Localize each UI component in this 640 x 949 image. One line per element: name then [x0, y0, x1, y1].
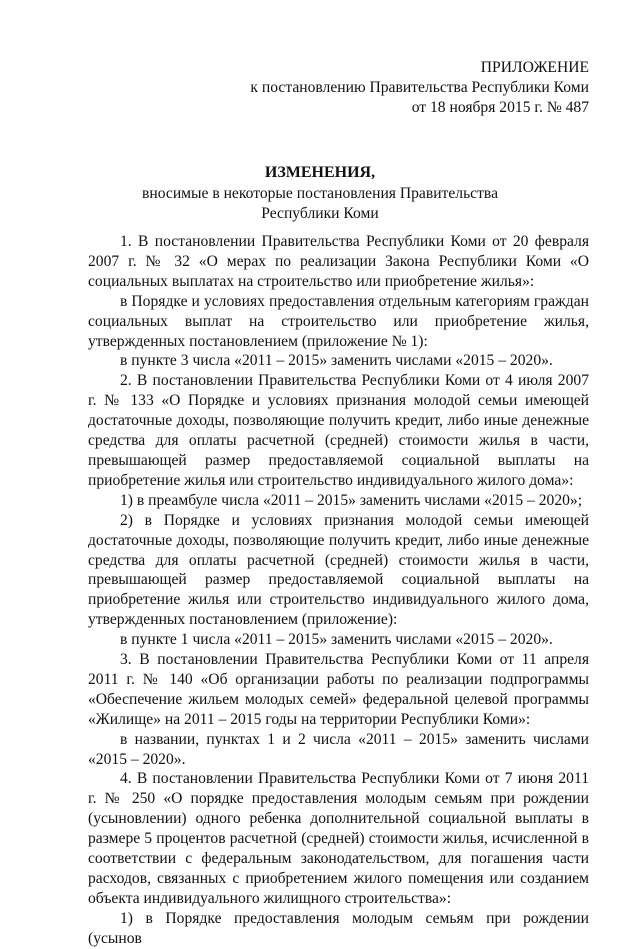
title-subtitle-line2: Республики Коми	[261, 205, 379, 222]
appendix-label: ПРИЛОЖЕНИЕ	[480, 59, 589, 76]
paragraph: 3. В постановлении Правительства Республики Коми от 11 апреля 2011 г. № 140 «Об организации работы по реализации подпрограммы «Обеспечение жильем молодых семей» федеральной целевой программы «Жилище» на 2011 – 2015 годы на территории Республики Коми»:	[88, 651, 589, 728]
document-title	[0, 163, 640, 224]
paragraph: 4. В постановлении Правительства Республики Коми от 7 июня 2011 г. № 250 «О порядке предоставления молодым семьям при рождении (усыновлении) одного ребенка дополнительной социальной выплаты в размере 5 процентов расчетной (средней) стоимости жилья, исчисленной в соответствии с федеральным законодательством, для погашения части расходов, связанных с приобретением жилого помещения или созданием объекта индивидуального жилищного строительства»:	[88, 770, 589, 907]
title-heading: ИЗМЕНЕНИЯ,	[264, 164, 376, 181]
paragraph: в пункте 3 числа «2011 – 2015» заменить числами «2015 – 2020».	[120, 352, 553, 370]
paragraph: 1. В постановлении Правительства Республики Коми от 20 февраля 2007 г. № 32 «О мерах по реализации Закона Республики Коми «О социальных выплатах на строительство или приобретение жилья»:	[88, 233, 589, 290]
paragraph: в названии, пунктах 1 и 2 числа «2011 – 2015» заменить числами «2015 – 2020».	[88, 730, 589, 768]
paragraph: 1) в Порядке предоставления молодым семьям при рождении (усынов	[88, 909, 589, 947]
paragraph: 2) в Порядке и условиях признания молодой семьи имеющей достаточные доходы, позволяющие получить кредит, либо иные денежные средства для оплаты расчетной (средней) стоимости жилья в части, превышающей размер предоставляемой социальной выплаты на приобретение жилья или строительство индивидуального жилого дома, утвержденных постановлением (приложение):	[88, 511, 589, 629]
document-body	[88, 232, 589, 949]
appendix-resolution-date: от 18 ноября 2015 г. № 487	[411, 99, 589, 116]
paragraph: в пункте 1 числа «2011 – 2015» заменить числами «2015 – 2020».	[120, 631, 553, 649]
appendix-resolution-reference: к постановлению Правительства Республики Коми	[250, 79, 589, 96]
appendix-header	[250, 58, 589, 118]
paragraph: в Порядке и условиях предоставления отдельным категориям граждан социальных выплат на строительство или приобретение жилья, утвержденных постановлением (приложение № 1):	[88, 292, 589, 350]
title-subtitle-line1: вносимые в некоторые постановления Правительства	[142, 185, 498, 202]
paragraph: 2. В постановлении Правительства Республики Коми от 4 июля 2007 г. № 133 «О Порядке и условиях признания молодой семьи имеющей достаточные доходы, позволяющие получить кредит, либо иные денежные средства для оплаты расчетной (средней) стоимости жилья в части, превышающей размер предоставляемой социальной выплаты на приобретение жилья или строительство индивидуального жилого дома»:	[88, 372, 589, 489]
paragraph: 1) в преамбуле числа «2011 – 2015» заменить числами «2015 – 2020»;	[120, 491, 583, 509]
